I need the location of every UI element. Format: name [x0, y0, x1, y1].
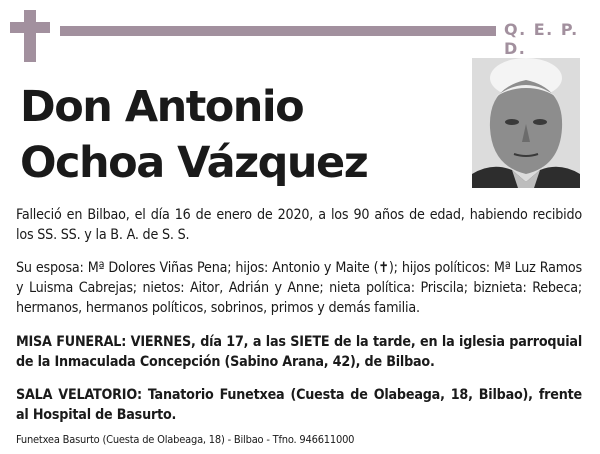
cross-icon	[10, 10, 50, 62]
qepd-label: Q. E. P. D.	[504, 20, 579, 58]
family-text: Su esposa: Mª Dolores Viñas Pena; hijos: Antonio y Maite (✝); hijos políticos: Mª Luz Ramos y Luisma Cabrejas; nietos: Aitor, Adrián y Anne; nieta política: Priscila; biznieta: Rebeca; hermanos, hermanos políticos, sobrinos, primos y demás familia.	[16, 260, 582, 316]
deceased-name-line1: Don Antonio	[20, 82, 304, 132]
velatorio-text: SALA VELATORIO: Tanatorio Funetxea (Cuesta de Olabeaga, 18, Bilbao), frente al Hospital de Basurto.	[16, 387, 582, 423]
footer-contact: Funetxea Basurto (Cuesta de Olabeaga, 18) - Bilbao - Tfno. 946611000	[16, 433, 355, 446]
portrait-photo	[472, 58, 580, 188]
header-bar	[60, 26, 496, 36]
deceased-name-line2: Ochoa Vázquez	[20, 138, 368, 188]
funeral-text: MISA FUNERAL: VIERNES, día 17, a las SIETE de la tarde, en la iglesia parroquial de la Inmaculada Concepción (Sabino Arana, 42), de Bilbao.	[16, 334, 582, 370]
death-notice-text: Falleció en Bilbao, el día 16 de enero de 2020, a los 90 años de edad, habiendo recibido los SS. SS. y la B. A. de S. S.	[16, 207, 582, 243]
